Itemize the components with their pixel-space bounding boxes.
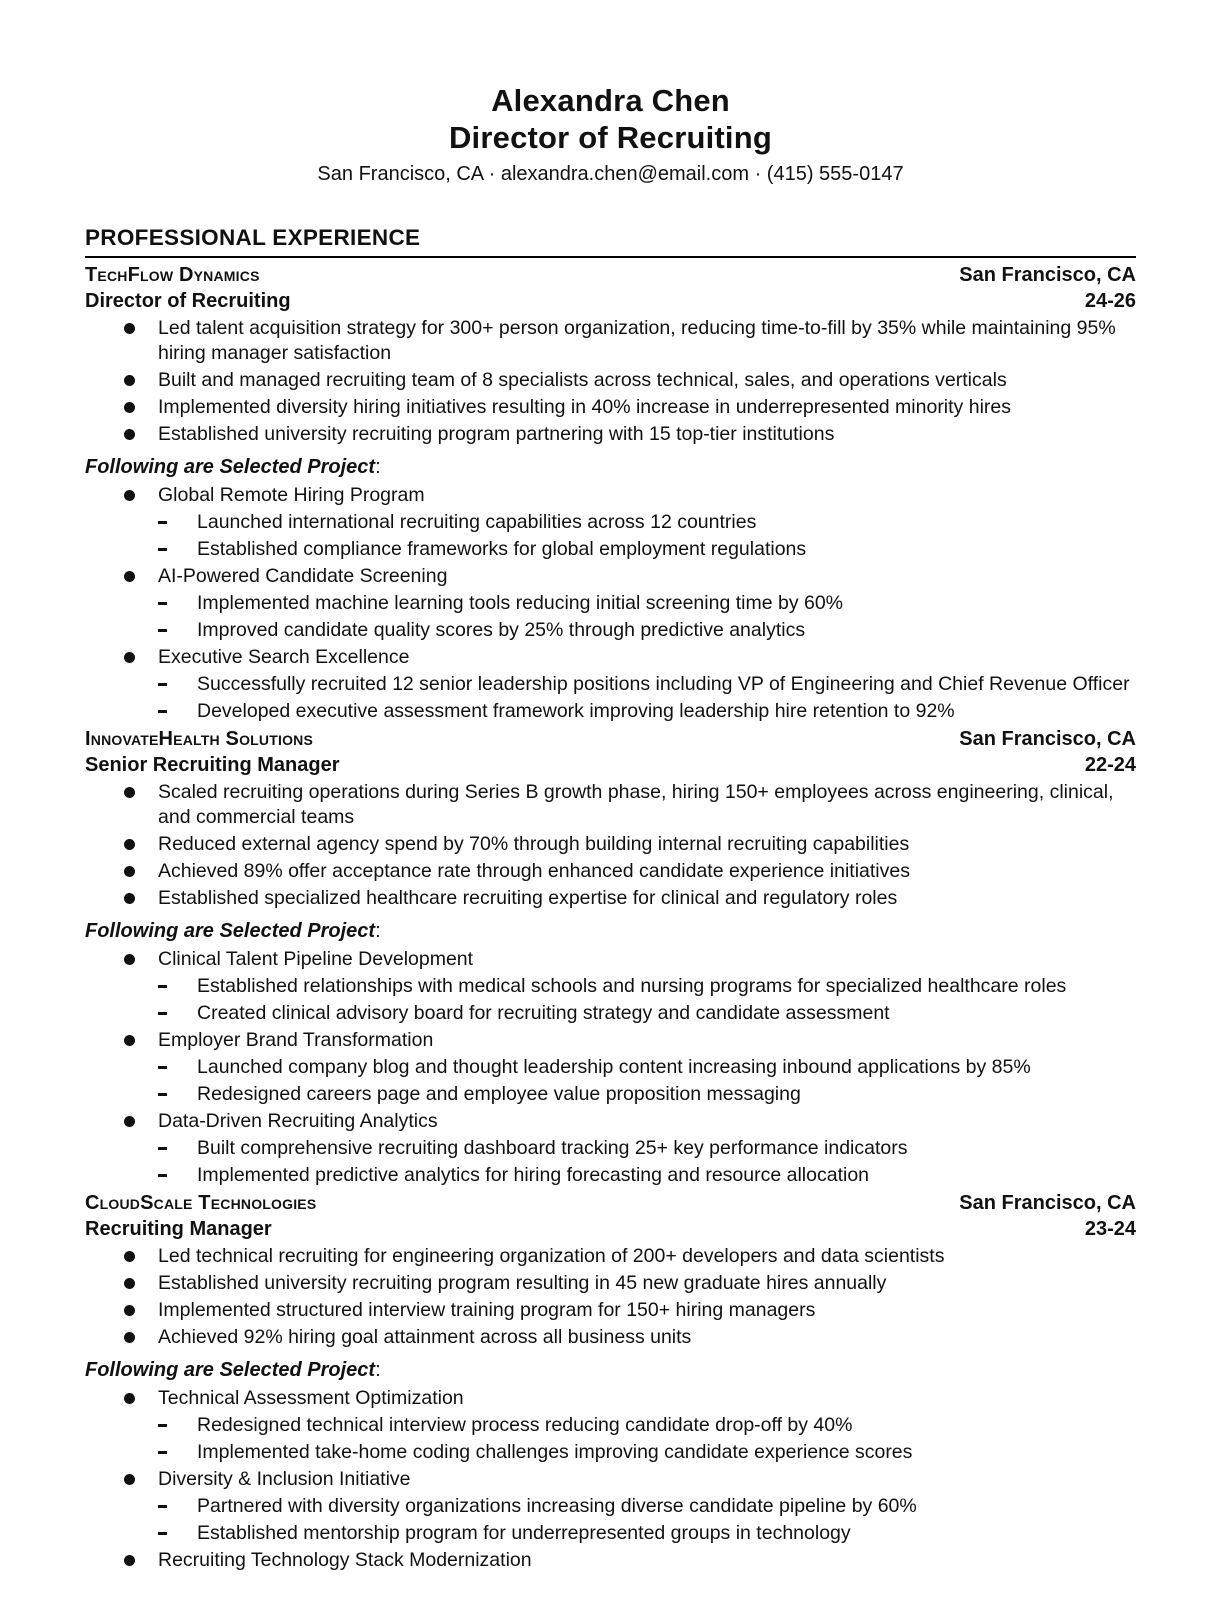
project-subitem: Launched company blog and thought leadership content increasing inbound applications by 85%	[85, 1055, 1136, 1080]
dash-marker	[158, 1001, 197, 1026]
bullet-marker	[124, 1109, 158, 1134]
project-subitem: Redesigned careers page and employee value proposition messaging	[85, 1082, 1136, 1107]
bullet-icon	[124, 866, 135, 877]
bullet-marker	[124, 886, 158, 911]
bullet-icon	[124, 839, 135, 850]
project-subitem: Launched international recruiting capabilities across 12 countries	[85, 510, 1136, 535]
bullet-icon	[124, 323, 135, 334]
role-row	[85, 1216, 1136, 1242]
bullet-marker	[124, 1386, 158, 1411]
company-row	[85, 262, 1136, 288]
bullet-marker	[124, 483, 158, 508]
dash-icon	[158, 985, 167, 988]
bullet-item: Established university recruiting program partnering with 15 top-tier institutions	[85, 422, 1136, 447]
bullet-marker	[124, 1028, 158, 1053]
bullet-icon	[124, 490, 135, 501]
job-cloudscale-technologies	[85, 1190, 1136, 1573]
dash-marker	[158, 1521, 197, 1546]
bullet-marker	[124, 1298, 158, 1323]
dash-icon	[158, 1532, 167, 1535]
contact-line: San Francisco, CA · alexandra.chen@email.com · (415) 555-0147	[317, 163, 904, 185]
project-subitem: Built comprehensive recruiting dashboard tracking 25+ key performance indicators	[85, 1136, 1136, 1161]
job-techflow-dynamics	[85, 262, 1136, 724]
bullet-marker	[124, 1244, 158, 1269]
project-subitem: Successfully recruited 12 senior leadership positions including VP of Engineering and Chief Revenue Officer	[85, 672, 1136, 697]
project-subitem: Implemented predictive analytics for hiring forecasting and resource allocation	[85, 1163, 1136, 1188]
job-location: San Francisco, CA	[959, 728, 1136, 750]
dash-marker	[158, 591, 197, 616]
dash-marker	[158, 618, 197, 643]
bullet-item: Implemented diversity hiring initiatives resulting in 40% increase in underrepresented minority hires	[85, 395, 1136, 420]
dash-marker	[158, 510, 197, 535]
bullet-marker	[124, 1271, 158, 1296]
dash-icon	[158, 1451, 167, 1454]
selected-projects-heading: Following are Selected Project:	[85, 920, 381, 942]
project-title: Employer Brand Transformation	[85, 1028, 1136, 1053]
project-title: Executive Search Excellence	[85, 645, 1136, 670]
dash-icon	[158, 1066, 167, 1069]
bullet-icon	[124, 1116, 135, 1127]
project-subitem: Established relationships with medical schools and nursing programs for specialized healthcare roles	[85, 974, 1136, 999]
bullet-marker	[124, 832, 158, 857]
header	[85, 82, 1136, 189]
job-role: Director of Recruiting	[85, 290, 291, 312]
dash-marker	[158, 699, 197, 724]
project-subitem: Developed executive assessment framework improving leadership hire retention to 92%	[85, 699, 1136, 724]
project-subitem: Established mentorship program for underrepresented groups in technology	[85, 1521, 1136, 1546]
dash-icon	[158, 1174, 167, 1177]
bullet-item: Implemented structured interview training program for 150+ hiring managers	[85, 1298, 1136, 1323]
bullet-icon	[124, 1035, 135, 1046]
dash-icon	[158, 1147, 167, 1150]
project-title: Global Remote Hiring Program	[85, 483, 1136, 508]
project-subitem: Implemented take-home coding challenges improving candidate experience scores	[85, 1440, 1136, 1465]
dash-marker	[158, 1163, 197, 1188]
bullet-icon	[124, 652, 135, 663]
bullet-marker	[124, 316, 158, 366]
dash-icon	[158, 710, 167, 713]
bullet-marker	[124, 1325, 158, 1350]
job-location: San Francisco, CA	[959, 264, 1136, 286]
company-name: TechFlow Dynamics	[85, 264, 260, 286]
bullet-item: Built and managed recruiting team of 8 specialists across technical, sales, and operations verticals	[85, 368, 1136, 393]
project-subitem: Established compliance frameworks for global employment regulations	[85, 537, 1136, 562]
job-role: Recruiting Manager	[85, 1218, 272, 1240]
bullet-marker	[124, 422, 158, 447]
selected-projects-heading: Following are Selected Project:	[85, 1359, 381, 1381]
bullet-icon	[124, 1555, 135, 1566]
role-row	[85, 288, 1136, 314]
bullet-icon	[124, 1278, 135, 1289]
project-subitem: Improved candidate quality scores by 25% through predictive analytics	[85, 618, 1136, 643]
dash-marker	[158, 1136, 197, 1161]
dash-icon	[158, 1093, 167, 1096]
dash-icon	[158, 521, 167, 524]
bullet-marker	[124, 395, 158, 420]
company-row	[85, 726, 1136, 752]
job-dates: 23-24	[1084, 1218, 1136, 1240]
bullet-item: Led technical recruiting for engineering organization of 200+ developers and data scientists	[85, 1244, 1136, 1269]
bullet-icon	[124, 1474, 135, 1485]
dash-icon	[158, 602, 167, 605]
bullet-item: Achieved 89% offer acceptance rate through enhanced candidate experience initiatives	[85, 859, 1136, 884]
dash-marker	[158, 1440, 197, 1465]
dash-marker	[158, 1494, 197, 1519]
bullet-marker	[124, 1548, 158, 1573]
project-title: Data-Driven Recruiting Analytics	[85, 1109, 1136, 1134]
project-subitem: Partnered with diversity organizations increasing diverse candidate pipeline by 60%	[85, 1494, 1136, 1519]
company-row	[85, 1190, 1136, 1216]
bullet-marker	[124, 564, 158, 589]
project-title: Recruiting Technology Stack Modernization	[85, 1548, 1136, 1573]
dash-icon	[158, 1012, 167, 1015]
job-role: Senior Recruiting Manager	[85, 754, 340, 776]
bullet-icon	[124, 1251, 135, 1262]
company-name: InnovateHealth Solutions	[85, 728, 314, 750]
bullet-icon	[124, 402, 135, 413]
person-title: Director of Recruiting	[448, 120, 773, 155]
bullet-marker	[124, 859, 158, 884]
job-innovatehealth-solutions	[85, 726, 1136, 1188]
bullet-icon	[124, 787, 135, 798]
dash-icon	[158, 1424, 167, 1427]
job-dates: 24-26	[1084, 290, 1136, 312]
project-subitem: Redesigned technical interview process reducing candidate drop-off by 40%	[85, 1413, 1136, 1438]
dash-marker	[158, 537, 197, 562]
bullet-item: Established university recruiting program resulting in 45 new graduate hires annually	[85, 1271, 1136, 1296]
project-subitem: Created clinical advisory board for recruiting strategy and candidate assessment	[85, 1001, 1136, 1026]
bullet-icon	[124, 571, 135, 582]
dash-icon	[158, 683, 167, 686]
bullet-marker	[124, 947, 158, 972]
dash-marker	[158, 1082, 197, 1107]
person-name: Alexandra Chen	[491, 83, 730, 118]
bullet-marker	[124, 1467, 158, 1492]
job-location: San Francisco, CA	[959, 1192, 1136, 1214]
section-title-professional-experience: PROFESSIONAL EXPERIENCE	[85, 225, 1136, 258]
bullet-icon	[124, 893, 135, 904]
bullet-item: Achieved 92% hiring goal attainment across all business units	[85, 1325, 1136, 1350]
bullet-marker	[124, 780, 158, 830]
bullet-icon	[124, 1305, 135, 1316]
job-dates: 22-24	[1084, 754, 1136, 776]
project-title: Clinical Talent Pipeline Development	[85, 947, 1136, 972]
bullet-item: Led talent acquisition strategy for 300+ person organization, reducing time-to-fill by 35% while maintaining 95% hiring manager satisfaction	[85, 316, 1136, 366]
bullet-icon	[124, 375, 135, 386]
bullet-icon	[124, 1393, 135, 1404]
role-row	[85, 752, 1136, 778]
dash-marker	[158, 1055, 197, 1080]
bullet-item: Established specialized healthcare recruiting expertise for clinical and regulatory roles	[85, 886, 1136, 911]
selected-projects-heading: Following are Selected Project:	[85, 456, 381, 478]
dash-marker	[158, 974, 197, 999]
bullet-icon	[124, 1332, 135, 1343]
project-title: Diversity & Inclusion Initiative	[85, 1467, 1136, 1492]
dash-marker	[158, 1413, 197, 1438]
dash-marker	[158, 672, 197, 697]
dash-icon	[158, 629, 167, 632]
bullet-marker	[124, 368, 158, 393]
project-subitem: Implemented machine learning tools reducing initial screening time by 60%	[85, 591, 1136, 616]
project-title: Technical Assessment Optimization	[85, 1386, 1136, 1411]
bullet-marker	[124, 645, 158, 670]
bullet-icon	[124, 429, 135, 440]
project-title: AI-Powered Candidate Screening	[85, 564, 1136, 589]
company-name: CloudScale Technologies	[85, 1192, 317, 1214]
bullet-item: Scaled recruiting operations during Series B growth phase, hiring 150+ employees across engineering, clinical, and commercial teams	[85, 780, 1136, 830]
dash-icon	[158, 1505, 167, 1508]
bullet-icon	[124, 954, 135, 965]
dash-icon	[158, 548, 167, 551]
bullet-item: Reduced external agency spend by 70% through building internal recruiting capabilities	[85, 832, 1136, 857]
